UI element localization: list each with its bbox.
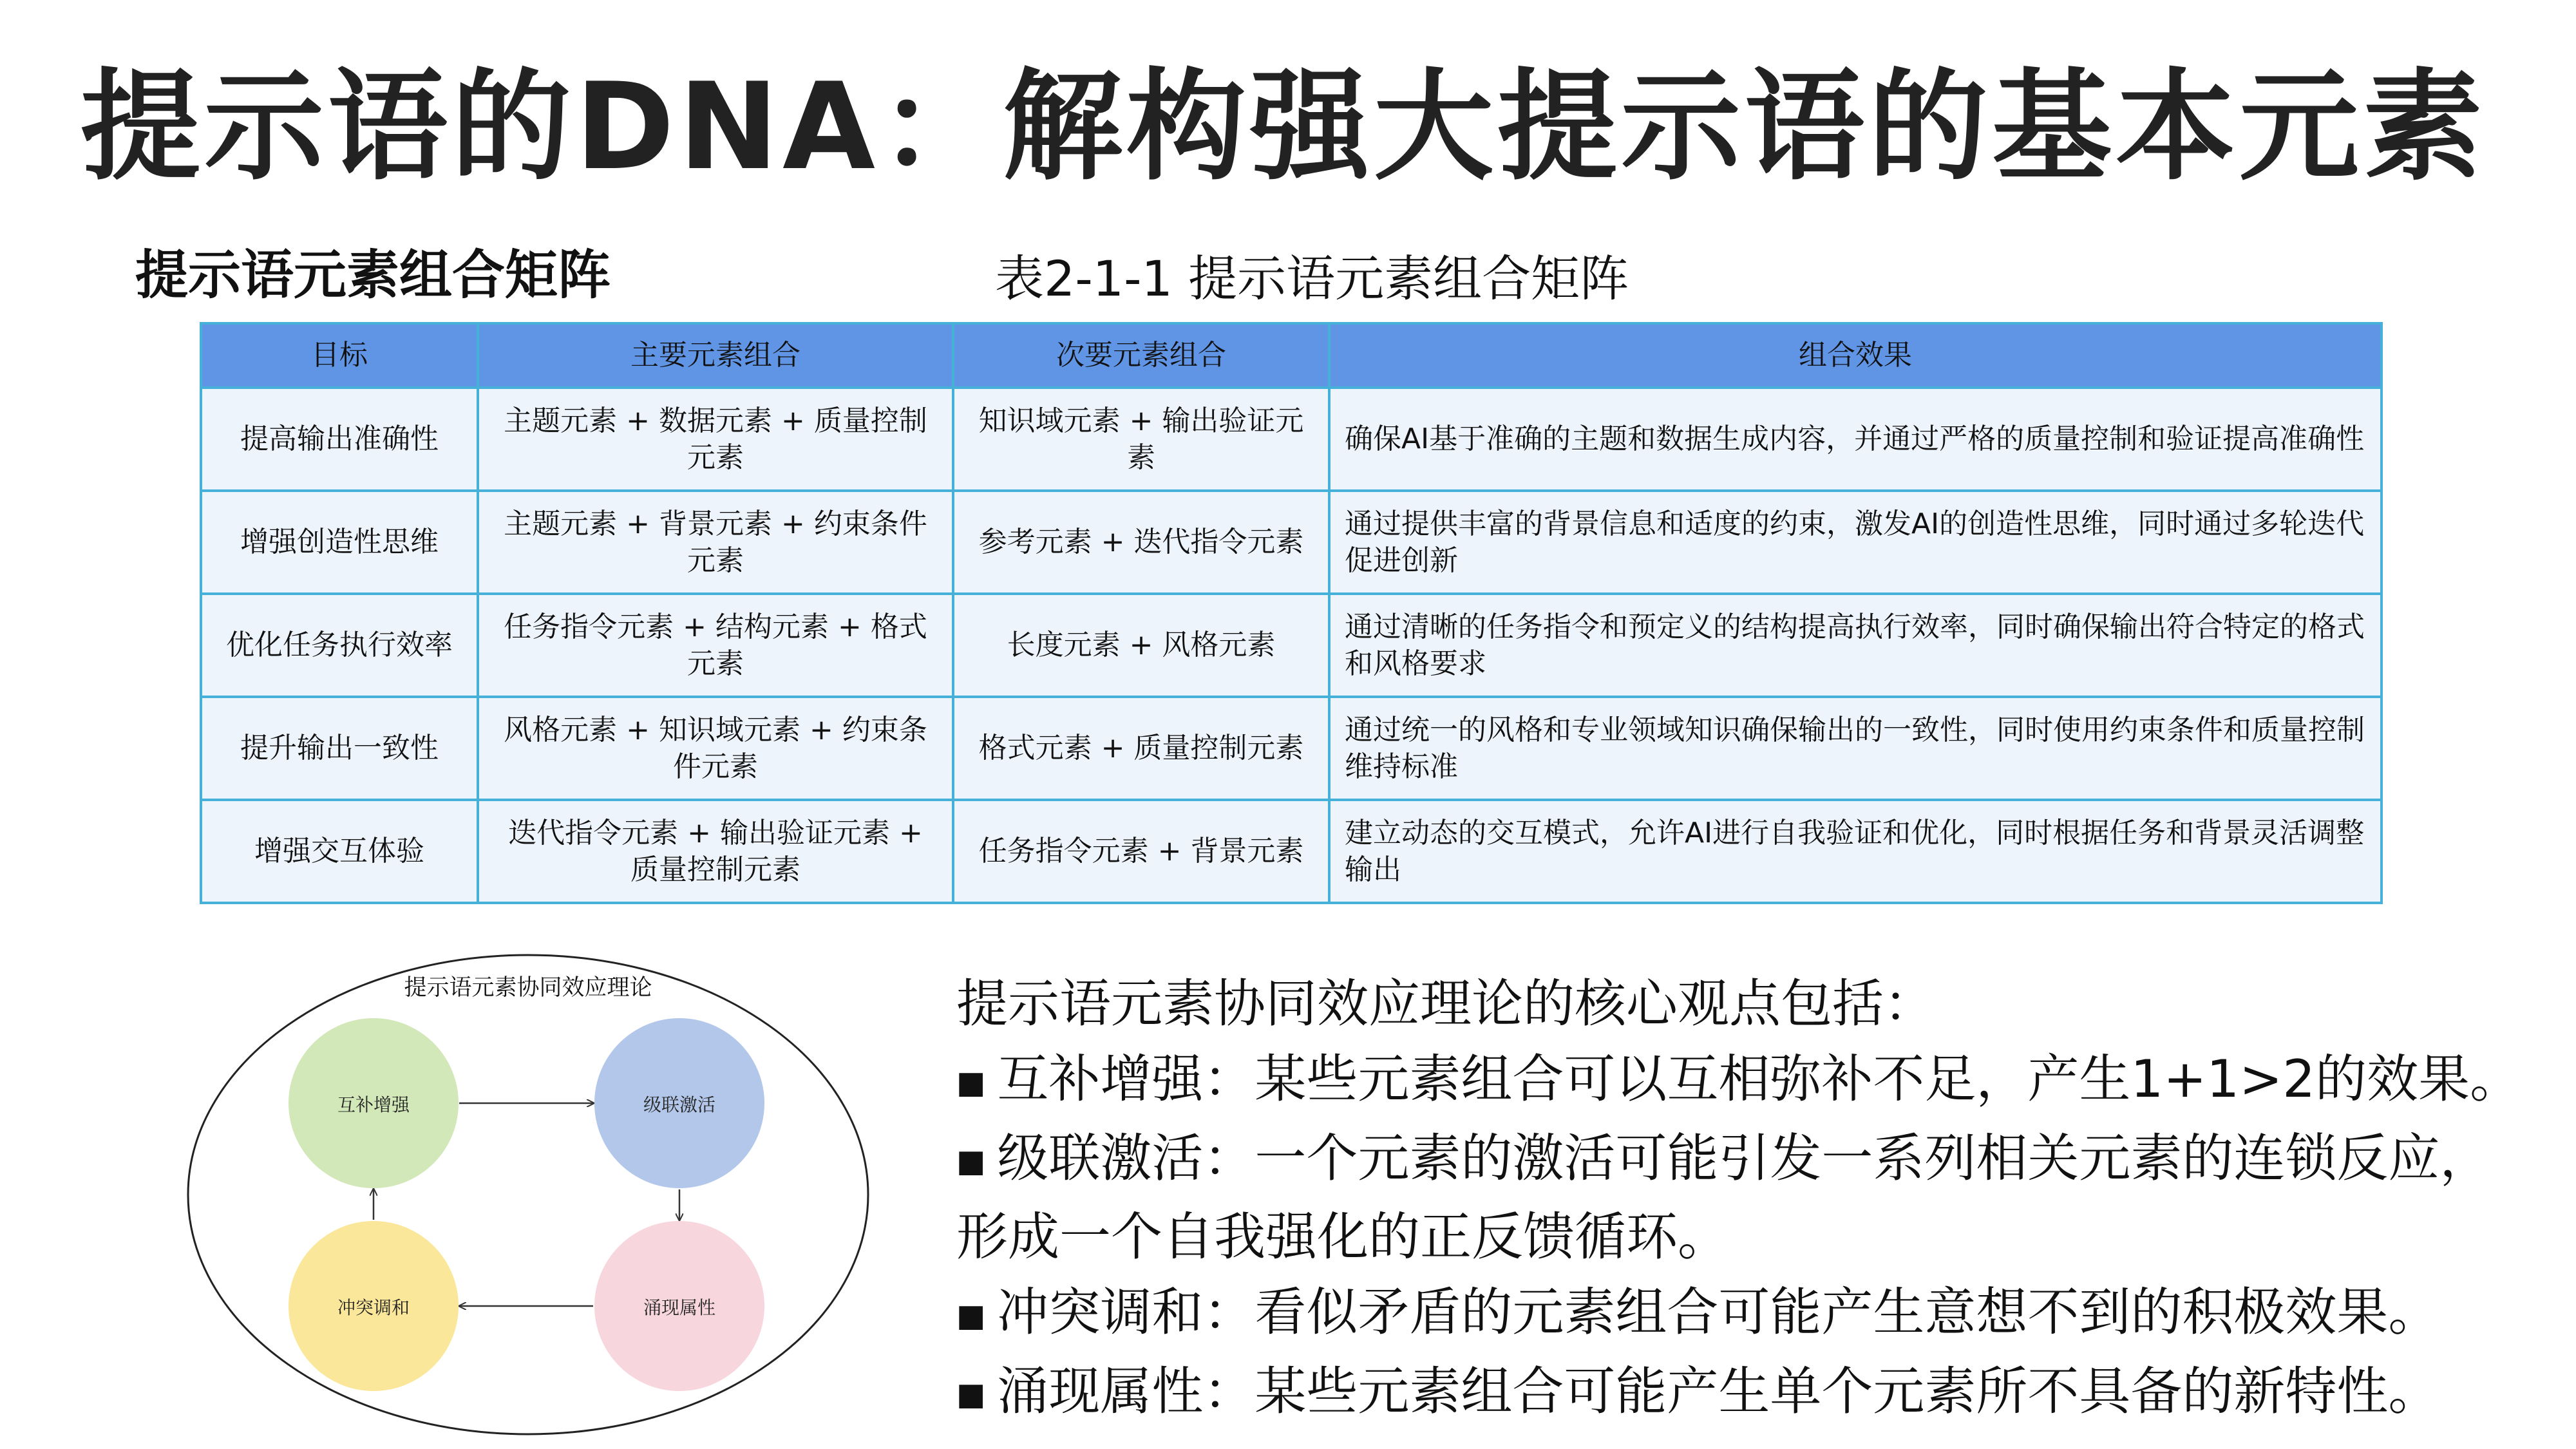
cell-primary: 迭代指令元素 + 输出验证元素 + 质量控制元素 — [478, 800, 953, 903]
point-text: 涌现属性：某些元素组合可能产生单个元素所不具备的新特性。 — [997, 1361, 2440, 1421]
point-item — [956, 1274, 2541, 1354]
header-effect: 组合效果 — [1329, 323, 2382, 388]
section-subtitle: 提示语元素组合矩阵 — [135, 245, 611, 306]
cell-goal: 增强创造性思维 — [201, 491, 478, 594]
diagram-boundary — [188, 955, 868, 1434]
synergy-theory-diagram — [184, 950, 873, 1439]
bullet-icon: ■ — [956, 1143, 986, 1180]
cell-secondary: 任务指令元素 + 背景元素 — [953, 800, 1329, 903]
cell-primary: 主题元素 + 背景元素 + 约束条件元素 — [478, 491, 953, 594]
cell-goal: 提升输出一致性 — [201, 697, 478, 800]
node-cascade-label: 级联激活 — [643, 1094, 716, 1115]
bullet-icon: ■ — [956, 1297, 986, 1334]
table-header-row — [201, 323, 2382, 388]
node-emergent-label: 涌现属性 — [643, 1297, 716, 1318]
cell-secondary: 长度元素 + 风格元素 — [953, 594, 1329, 697]
cell-effect: 建立动态的交互模式，允许AI进行自我验证和优化，同时根据任务和背景灵活调整输出 — [1329, 800, 2382, 903]
header-goal: 目标 — [201, 323, 478, 388]
cell-goal: 增强交互体验 — [201, 800, 478, 903]
page-title: 提示语的DNA：解构强大提示语的基本元素 — [80, 57, 2487, 196]
core-points — [956, 966, 2541, 1432]
element-combination-matrix — [200, 322, 2383, 904]
point-text: 冲突调和：看似矛盾的元素组合可能产生意想不到的积极效果。 — [997, 1282, 2440, 1343]
table-row — [201, 594, 2382, 697]
point-item — [956, 1121, 2541, 1275]
cell-secondary: 格式元素 + 质量控制元素 — [953, 697, 1329, 800]
cell-primary: 风格元素 + 知识域元素 + 约束条件元素 — [478, 697, 953, 800]
cell-primary: 任务指令元素 + 结构元素 + 格式元素 — [478, 594, 953, 697]
point-text: 互补增强：某些元素组合可以互相弥补不足，产生1+1>2的效果。 — [997, 1049, 2522, 1109]
node-complementary-label: 互补增强 — [337, 1094, 410, 1115]
bullet-icon: ■ — [956, 1064, 986, 1101]
cell-secondary: 参考元素 + 迭代指令元素 — [953, 491, 1329, 594]
bullet-icon: ■ — [956, 1376, 986, 1413]
cell-goal: 提高输出准确性 — [201, 388, 478, 491]
header-secondary-elements: 次要元素组合 — [953, 323, 1329, 388]
cell-effect: 通过提供丰富的背景信息和适度的约束，激发AI的创造性思维，同时通过多轮迭代促进创新 — [1329, 491, 2382, 594]
table-caption: 表2-1-1 提示语元素组合矩阵 — [995, 250, 1629, 307]
points-lead: 提示语元素协同效应理论的核心观点包括： — [956, 974, 1935, 1034]
diagram-title: 提示语元素协同效应理论 — [404, 975, 652, 1001]
cell-primary: 主题元素 + 数据元素 + 质量控制元素 — [478, 388, 953, 491]
cell-secondary: 知识域元素 + 输出验证元素 — [953, 388, 1329, 491]
table-row — [201, 697, 2382, 800]
table-row — [201, 800, 2382, 903]
point-item — [956, 1354, 2541, 1433]
point-item — [956, 1041, 2541, 1121]
table-row — [201, 491, 2382, 594]
cell-effect: 通过清晰的任务指令和预定义的结构提高执行效率，同时确保输出符合特定的格式和风格要求 — [1329, 594, 2382, 697]
header-primary-elements: 主要元素组合 — [478, 323, 953, 388]
point-text: 级联激活：一个元素的激活可能引发一系列相关元素的连锁反应，形成一个自我强化的正反馈循环。 — [956, 1128, 2492, 1267]
node-conflict-label: 冲突调和 — [337, 1297, 410, 1318]
table-row — [201, 388, 2382, 491]
cell-effect: 通过统一的风格和专业领域知识确保输出的一致性，同时使用约束条件和质量控制维持标准 — [1329, 697, 2382, 800]
cell-goal: 优化任务执行效率 — [201, 594, 478, 697]
cell-effect: 确保AI基于准确的主题和数据生成内容，并通过严格的质量控制和验证提高准确性 — [1329, 388, 2382, 491]
